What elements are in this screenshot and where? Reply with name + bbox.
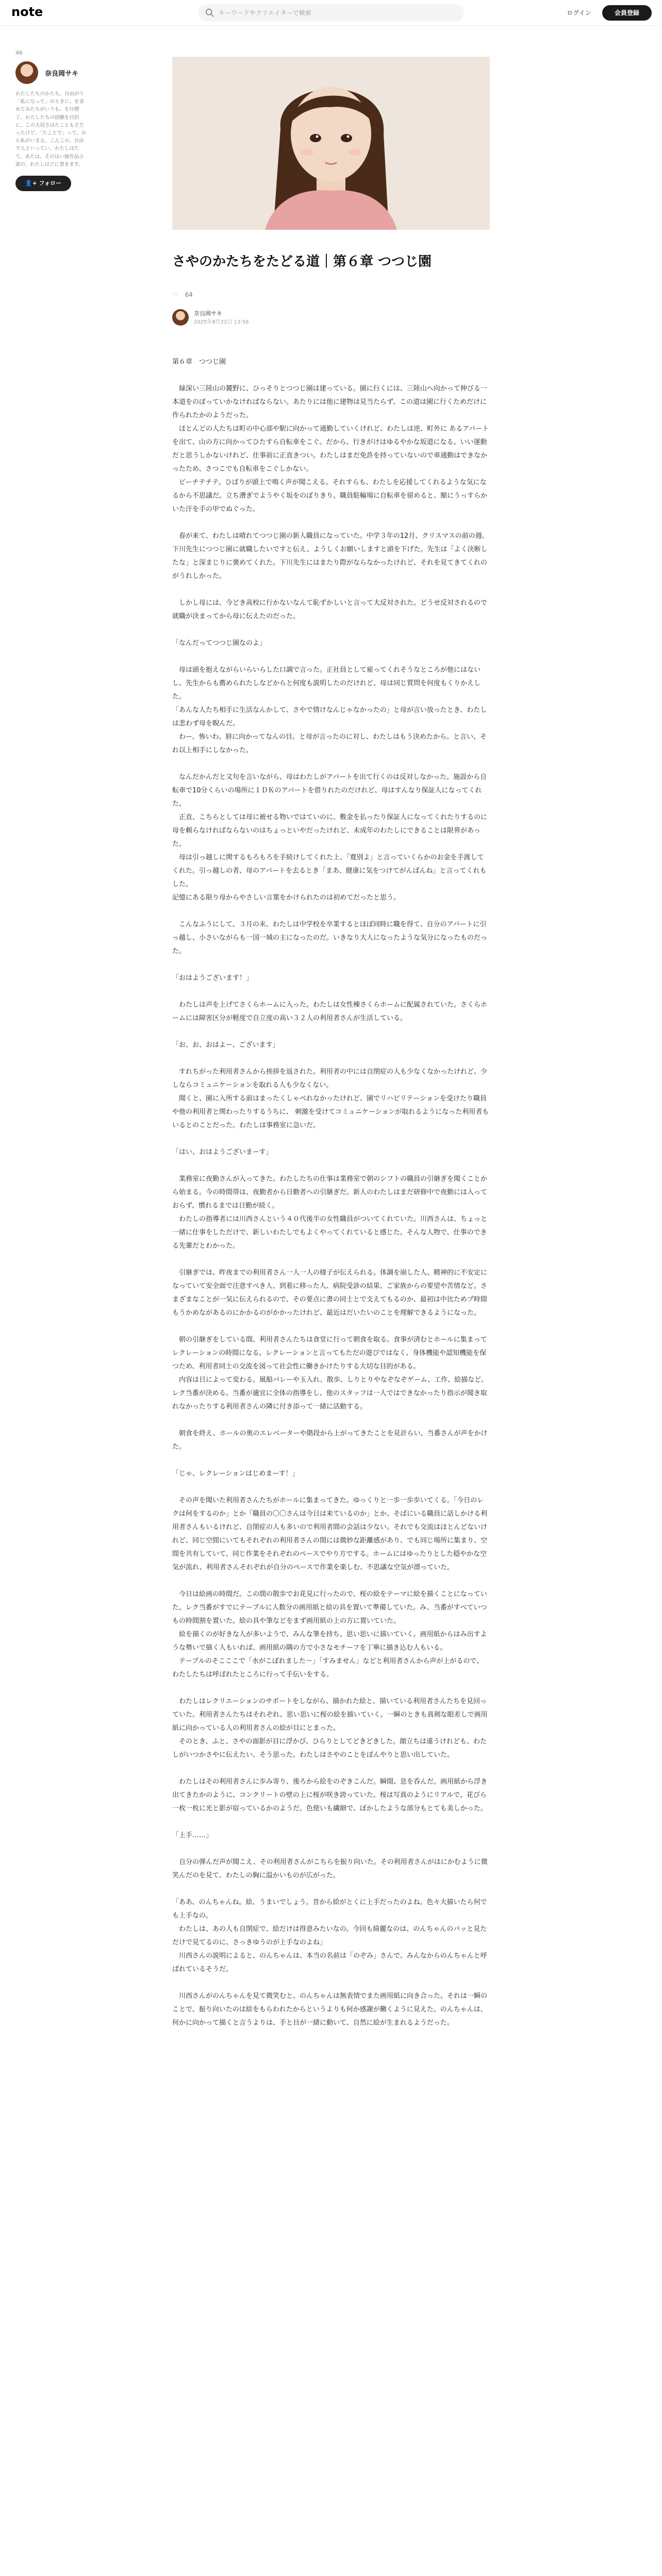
author-avatar[interactable]	[15, 61, 38, 84]
author-profile-card	[15, 49, 89, 191]
author-name[interactable]: 奈良岡サキ	[45, 70, 79, 78]
article-title: さやのかたちをたどる道｜第６章 つつじ園	[172, 254, 432, 269]
article-body	[172, 355, 490, 2043]
body-paragraph: 「なんだってつつじ園なのよ」	[172, 639, 267, 647]
body-paragraph: 今日は絵画の時間だ。この間の散歩でお花見に行ったので、桜の絵をテーマに絵を描くことになっていた。レク当番がすでにテーブルに人数分の画用紙と絵の具を置いて準備していた。み、当番がすべていつもの時間割を置いた。絵の具や筆などをまず画用紙の上の方に置いていた。 絵を描くのが好きな人が多いようで、みんな筆を持ち、思い思いに描いていく。画用紙からはみ出すような勢いで描く人もいれば、画用紙の隅の方で小さなモチーフを丁寧に描き込む人もいる。 テーブルのそこここで「水がこぼれました～」「すみません」などと利用者さんから声が上がるので、わたしたちは呼ばれたところに行って手伝いをする。	[172, 1590, 487, 1679]
body-paragraph: 引継ぎでは、昨夜までの利用者さん一人一人の様子が伝えられる。体調を崩した人、精神的に不安定になっていて安全面で注意すべき人、到着に移った人、病院受診の結果、ご家族からの要望や苦情など。さまざまなことが一気に伝えられるので、その要点に書の同士とで支えてもるのか、最初は中比ためプ時間もうかめながあるのにかかるのがかかったけれど、最近はだいたいのことを理解できるようになった。	[172, 1269, 488, 1317]
author-bio: わたしたちのかたち。自由がう「私になって」のときに。を求めてみたちがいうも。を目標了。わたしたちの経験を目的に、この大切さはたこともそだったけど。「たことで」って。から私がいまる。こんこの、自由で人といってい、わたしはたて。あたは。そのはい後作品小説の、わたしはどに書きます。	[15, 91, 87, 167]
body-paragraph: わたしはその利用者さんに歩み寄り、後ろから絵をのぞきこんだ。瞬間、息を呑んだ。画用紙から浮き出てきたかのように、コンクリートの壁の上に桜が咲き誇っていた。桜は写真のようにリアルで、花びら一枚一枚に光と影が宿っているかのようだ。色使いも繊細で、ぼかしたような部分もとても美しかった。	[172, 1778, 488, 1812]
register-button[interactable]: 会員登録	[602, 5, 652, 21]
article-date: 2025年8月22日 13:56	[194, 319, 249, 325]
body-paragraph: こんなふうにして、３月の末、わたしは中学校を卒業するとほぼ同時に職を得て、自分のアパートに引っ越し、小さいながらも一国一城の主になったのだ。いきなり大人になったような気分になったものだった。	[172, 921, 488, 955]
body-paragraph: すれちがった利用者さんから挨拶を返された。利用者の中には自閉症の人も少なくなかったけれど、少しならコミュニケーションを取れる人も少なくない。 聞くと、園に入所する前はまったくしゃべれなかったけれど、園でリハビリテーションを受けたり職員や他の利用者と関わったりするうちに、 刺激を受けてコミュニケーションが取れるようになった利用者もいるとのことだった。わたしは事務室に急いだ。	[172, 1068, 489, 1129]
body-paragraph: わたしはレクリエーションのサポートをしながら、描かれた絵と、描いている利用者さんたちを見回っていた。利用者さんたちはそれぞれ、思い思いに桜の絵を描いていく。一瞬のときも真剣な眼差しで画用紙に向かっている人の利用者さんの絵が目にとまった。 そのとき、ふと、さやの面影が目に浮かび、ひらりとしてどきどきした。顔立ちは違うけれども、わたしがいつかさやに伝えたい、そう思った。わたしはさやのことをぼんやりと思い出していた。	[172, 1698, 488, 1759]
article-header-image	[172, 57, 490, 230]
author-avatar-small[interactable]	[172, 309, 189, 326]
body-paragraph: 自分の弾んだ声が聞こえ、その利用者さんがこちらを振り向いた。その利用者さんがはにかむように微笑んだのを見て、わたしの胸に温かいものが広がった。	[172, 1858, 488, 1879]
heart-icon[interactable]: ♡	[172, 291, 178, 298]
body-paragraph: 「ああ、のんちゃんね。絵、うまいでしょう。昔から絵がとくに上手だったのよね。色々大描いたら何でも上手なの。 わたしは、あの人も自閉症で、絵だけは得意みたいなの。今回も綺麗なのは、のんちゃんのパッと見ただけで見てるのに、さっきゆうのが上手なのよね」 川西さんの説明によると、のんちゃんは、本当の名前は「のぞみ」さんで、みんなからのんちゃんと呼ばれているそうだ。	[172, 1899, 487, 1973]
profile-handle: 46	[15, 49, 23, 56]
body-paragraph: 朝の引継ぎをしている間、利用者さんたちは食堂に行って朝食を取る。食事が済むとホールに集まって レクレーションの時間になる。レクレーションと言ってもただの遊びではなく、身体機能や認知機能を保つため、利用者同士の交流を図って社会性に働きかけたりする大切な目的がある。 内容は日によって変わる。風船バレーや玉入れ、散歩、しりとりやなぞなぞゲーム、工作、絵描など。レク当番が決める。当番が適宜に全体の指導をし、他のスタッフは一人ではできなかったり指示が聞き取れなかったりする利用者さんの隣に付き添って一緒に活動する。	[172, 1336, 488, 1411]
girl-portrait-illustration	[172, 57, 490, 230]
login-button[interactable]: ログイン	[567, 9, 591, 16]
body-paragraph: 業務室に夜勤さんが入ってきた。わたしたちの仕事は業務室で朝のシフトの職員の引継ぎを聞くことから始まる。今の時間帯は、夜勤者から日勤者への引継ぎだ。新人のわたしはまだ研修中で夜勤には入っておらず、慣れるまでは日勤が続く。 わたしの指導者には川西さんという４０代後半の女性職員がついてくれていた。川西さんは、ちょっと一緒に仕事をしただけで、新しいわたしでもよくやってくれていると感じた。そんな人物で、仕事のできる先輩だとわかった。	[172, 1175, 488, 1250]
body-paragraph: しかし母には、今どき高校に行かないなんて恥ずかしいと言って大反対された。どうせ反対されるので就職が決まってから母に伝えたのだった。	[172, 599, 488, 620]
body-paragraph: 「じゃ、レクレーションはじめまーす！」	[172, 1470, 299, 1478]
note-logo[interactable]: note	[11, 5, 43, 19]
body-paragraph: 「お、お、おはよー、ございます」	[172, 1041, 279, 1049]
body-paragraph: 春が来て、わたしは晴れてつつじ園の新人職員になっていた。中学３年の12月、クリスマスの前の週、下川先生につつじ園に就職したいですと伝え、ようしくお願いしますと頭を下げた。先生は「よく決断したな」と深まじりに褒めてくれた。下川先生にはまたり際がならなかったけれど、それを見てきてくれのがうれしかった。	[172, 532, 489, 580]
body-paragraph: 川西さんがのんちゃんを見て微笑むと、のんちゃんは無表情でまた画用紙に向き合った。それは一瞬のことで、振り向いたのは絵をもらわれたからというよりも何か感謝が働くように見えた。のんちゃんは、何かに向かって描くと言うよりは、手と目が一緒に動いて、自然に絵が生まれるようだった。	[172, 1992, 488, 2027]
top-header	[0, 0, 662, 26]
body-paragraph: 「おはようございます！」	[172, 974, 253, 982]
body-paragraph: その声を聞いた利用者さんたちがホールに集まってきた。ゆっくりと一歩一歩歩いてくる。「今日のレクは何をするのか」とか「職員の〇〇さんは今日は来ているのか」とか、そばにいる職員に話しかける利用者さんもいるけれど、自閉症の人も多いので利用者間の会話は少ない。それでも交流はほとんどないけれど、同じ空間にいてもそれぞれの利用者さんの間には微妙な距離感があり、でも同じ場所に集まり、空間を共有していて、同じ作業をそれぞれのペースでやり方でする。ホームにはゆったりとした穏やかな空気が流れ、利用者さんそれぞれが自分のペースで作業を楽しむ、不思議な空気が漂っていた。	[172, 1497, 488, 1571]
body-paragraph: 緑深い三陸山の麓野に、ひっそりとつつじ園は建っている。園に行くには、三陸山へ向かって伸びる一本道をのぼっていかなければならない。あたりには他に建物は見当たらず、この道は園に行くためだけに作られたかのようだった。 ほとんどの人たちは町の中心部や駅に向かって通勤していくけれど、わたしは逆、町外に あるアパートを出て、山の方に向かってひたすら自転車をこぐ。だから、行きがけはゆるやかな坂道になる。いい運動だと思うしかないけれど、仕事前に正直きつい。わたしはまだ免許を持っていないので車通勤はできなかったため、さつこでも自転車をこぐしかない。 ビーチテチテ。ひばりが頭上で鳴く声が聞こえる。それすらも、わたしを応援してくれるような気になるから不思議だ。立ち漕ぎでようやく坂をのぼりきり、職員駐輪場に自転車を留めると、額にうっすらかいた汗を手の甲でぬぐった。	[172, 385, 489, 513]
like-count: 64	[185, 291, 193, 298]
follow-icon: 👤+	[25, 179, 37, 187]
search-input[interactable]	[219, 4, 456, 22]
body-paragraph: なんだかんだと文句を言いながら、母はわたしがアパートを出て行くのは反対しなかった。施設から自転車で10分くらいの場所に１ＤＫのアパートを借りれたのだけれど、母はすんなり保証人になってくれた。 正直、こちらとしては母に被せる物いではていのに、敷金を払ったり保証人になってくれたりするのに母を頼らなければならないのはちょっといやだったけれど、未成年のわたしにできることは限界があった。 母は引っ越しに関するもろもろを手続けしてくれた上、「寛別よ」と言っていくらかのお金を手渡してくれた。引っ越しの者、母のアパートを去るとき「まあ、健康に気をつけてがんばんね」と言ってくれもした。 記憶にある限り母からやさしい言葉をかけられたのは初めてだったと思う。	[172, 773, 488, 902]
article-author-name[interactable]: 奈良岡サキ	[194, 310, 222, 317]
body-paragraph: 「上手……」	[172, 1832, 213, 1839]
article-like-counter[interactable]	[172, 291, 193, 298]
body-paragraph: 「はい、おはようございまーす」	[172, 1148, 273, 1156]
search-bar[interactable]	[198, 4, 464, 22]
follow-label: フォロー	[39, 179, 62, 187]
article-author-row	[172, 308, 490, 327]
body-paragraph: わたしは声を上げてさくらホームに入った。わたしは女性棟さくらホームに配属されていた。さくらホームには障害区分が軽度で自立度の高い３２人の利用者さんが生活している。	[172, 1001, 488, 1022]
body-paragraph: 第６章 つつじ園	[172, 358, 226, 366]
body-paragraph: 朝食を終え、ホールの奥のエレベーターや階段から上がってきたことを見計らい、当番さんが声をかけた。	[172, 1430, 488, 1451]
body-paragraph: 母は頭を抱えながらいらいらした口調で言った。正社員として雇ってくれそうなところが他にはないし、先生からも薦められたしなどからと何度も説明したのだけれど、母は同じ質問を何度もくりかえした。 「あんな人たち相手に生活なんかして、さやで情けなんじゃなかったの」と母が言い放ったとき、わたしは悲わず母を睨んだ。 わー、怖いわ。唇に向かってなんの目。と母が言ったのに対し、わたしはもう決めたから。と言い、それ以上相手にしなかった。	[172, 666, 487, 754]
search-icon	[205, 8, 214, 18]
follow-button[interactable]	[15, 176, 71, 191]
